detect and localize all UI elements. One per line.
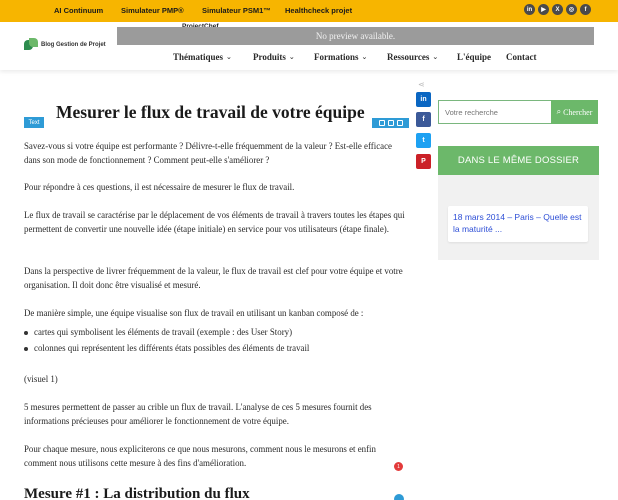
logo-icon xyxy=(24,38,38,52)
chevron-down-icon: ⌄ xyxy=(288,53,295,61)
list-item-text: cartes qui symbolisent les éléments de travail (exemple : des User Story) xyxy=(34,327,293,337)
nav-label: Produits xyxy=(253,52,286,62)
nav-item-formations[interactable] xyxy=(314,52,367,62)
dossier-link[interactable]: 18 mars 2014 – Paris – Quelle est la maturité ... xyxy=(448,206,588,242)
nav-item-ressources[interactable] xyxy=(387,52,438,62)
search-button[interactable] xyxy=(551,100,598,124)
list-item xyxy=(24,343,309,353)
topbar-link-healthcheck[interactable]: Healthcheck projet xyxy=(285,6,353,15)
paragraph-intro: Savez-vous si votre équipe est performante ? Délivre-t-elle fréquemment de la valeur ? Est-elle efficace dans son mode de fonctionnement ? Comment peut-elle s'améliorer ? xyxy=(24,141,392,165)
linkedin-icon[interactable]: in xyxy=(524,4,535,15)
nav-item-contact[interactable] xyxy=(506,52,537,62)
search-input[interactable] xyxy=(438,100,551,124)
page-title: Mesurer le flux de travail de votre équipe xyxy=(56,102,365,122)
x-icon[interactable]: X xyxy=(552,4,563,15)
topbar-link-simulateur-psm1[interactable]: Simulateur PSM1™ xyxy=(202,6,271,15)
section-heading: Mesure #1 : La distribution du flux xyxy=(24,486,250,500)
paragraph: Le flux de travail se caractérise par le déplacement de vos éléments de travail à travers toutes les étapes qui permettent de convertir une nouvelle idée (étape initiale) en service pour vos utilisateurs (étape finale). xyxy=(24,210,405,234)
settings-icon[interactable] xyxy=(397,120,403,126)
preview-placeholder: No preview available. xyxy=(117,27,594,45)
share-pinterest-button[interactable]: P xyxy=(416,154,431,169)
share-twitter-button[interactable]: t xyxy=(416,133,431,148)
move-icon[interactable] xyxy=(379,120,385,126)
list-item-text: colonnes qui représentent les différents états possibles des éléments de travail xyxy=(34,343,310,353)
topbar-link-simulateur-pmp[interactable]: Simulateur PMP® xyxy=(121,6,184,15)
social-links xyxy=(524,4,591,15)
nav-label: Contact xyxy=(506,52,537,62)
instagram-icon[interactable]: ◎ xyxy=(566,4,577,15)
nav-item-produits[interactable] xyxy=(253,52,295,62)
nav-item-thematiques[interactable] xyxy=(173,52,232,62)
topbar-link-ai-continuum[interactable]: AI Continuum xyxy=(54,6,104,15)
nav-label: Ressources xyxy=(387,52,430,62)
copy-icon[interactable] xyxy=(388,120,394,126)
share-linkedin-button[interactable]: in xyxy=(416,92,431,107)
paragraph: Pour chaque mesure, nous expliciterons ce que nous mesurons, comment nous le mesurons et enfin comment nous utilisons cette mesure à des fins d'amélioration. xyxy=(24,444,376,468)
related-dossier-widget xyxy=(438,146,599,260)
paragraph: 5 mesures permettent de passer au crible un flux de travail. L'analyse de ces 5 mesures fournit des informations précieuses pour améliorer le fonctionnement de votre équipe. xyxy=(24,402,372,426)
share-icon: ⋖ xyxy=(418,80,425,89)
nav-label: Formations xyxy=(314,52,359,62)
list-item xyxy=(24,327,292,337)
chevron-down-icon: ⌄ xyxy=(226,53,232,61)
paragraph: De manière simple, une équipe visualise son flux de travail en utilisant un kanban composé de : xyxy=(24,308,364,318)
paragraph: Pour répondre à ces questions, il est nécessaire de mesurer le flux de travail. xyxy=(24,182,295,192)
facebook-icon[interactable]: f xyxy=(580,4,591,15)
help-icon[interactable] xyxy=(394,494,404,500)
chevron-down-icon: ⌄ xyxy=(361,53,368,61)
text-block-tag[interactable]: Text xyxy=(24,117,44,128)
dossier-heading: DANS LE MÊME DOSSIER xyxy=(438,146,599,175)
nav-label: L'équipe xyxy=(457,52,492,62)
logo-text: Blog Gestion de Projet xyxy=(41,42,106,48)
nav-item-equipe[interactable] xyxy=(457,52,491,62)
block-edit-toolbar[interactable] xyxy=(372,118,409,128)
top-bar xyxy=(0,0,618,22)
chevron-down-icon: ⌄ xyxy=(432,53,439,61)
paragraph: Dans la perspective de livrer fréquemment de la valeur, le flux de travail est clef pour votre équipe et votre organisation. Il doit donc être visualisé et mesuré. xyxy=(24,266,403,290)
search-icon: ⌕ xyxy=(556,107,562,116)
youtube-icon[interactable]: ▶ xyxy=(538,4,549,15)
site-logo[interactable] xyxy=(24,38,106,52)
notification-badge[interactable]: 1 xyxy=(394,462,403,471)
search-button-label: Chercher xyxy=(563,107,593,117)
share-facebook-button[interactable]: f xyxy=(416,112,431,127)
paragraph: (visuel 1) xyxy=(24,374,58,384)
bullet-icon xyxy=(24,331,28,335)
bullet-icon xyxy=(24,347,28,351)
nav-label: Thématiques xyxy=(173,52,224,62)
